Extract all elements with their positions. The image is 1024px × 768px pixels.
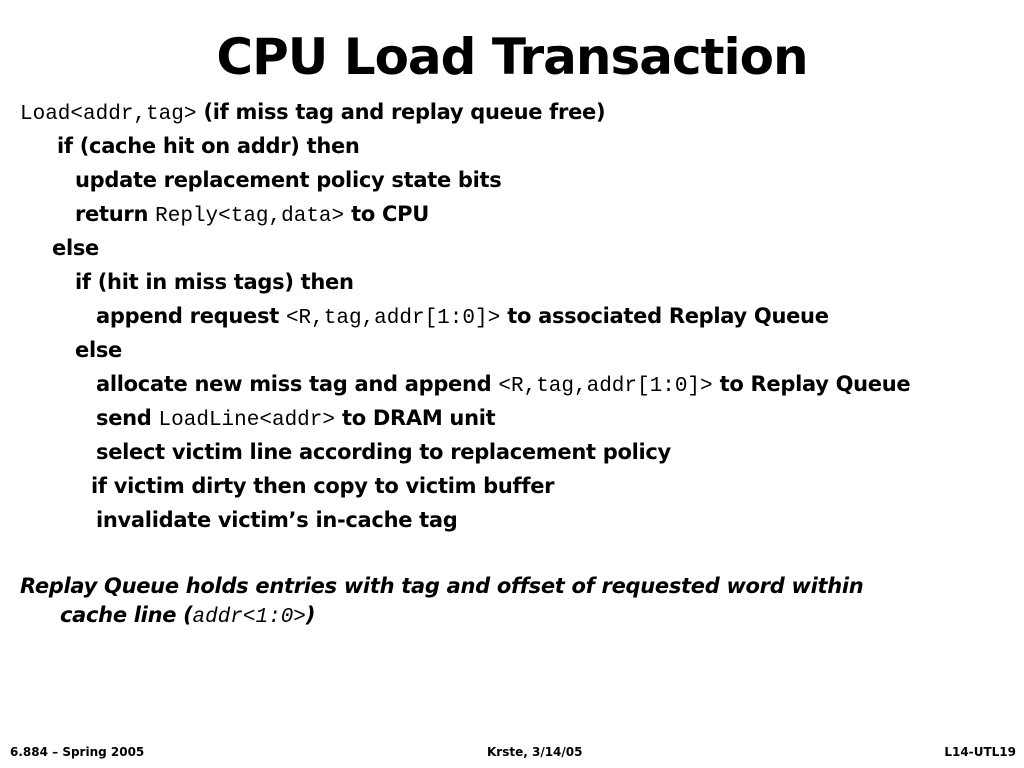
code-line-8 [75,336,122,364]
code-token: <R,tag,addr[1:0]> [285,307,501,330]
code-line-4 [75,200,429,231]
code-line-12 [91,472,554,500]
line-text: update replacement policy state bits [75,168,502,192]
code-line-2 [57,132,360,160]
footer-right: L14-UTL19 [944,745,1016,759]
code-line-7 [96,302,829,333]
code-line-6 [75,268,354,296]
footer-center: Krste, 3/14/05 [487,745,583,759]
line-text: select victim line according to replacement policy [96,440,671,464]
line-text: if victim dirty then copy to victim buffer [91,474,555,498]
line-text: invalidate victim’s in-cache tag [96,508,458,532]
code-line-1 [20,98,605,129]
line-text: append request [96,304,286,328]
note-text: cache line ( [60,603,193,627]
line-text: to DRAM unit [334,406,496,430]
note-code-token: addr<1:0> [192,606,306,629]
code-line-9 [96,370,910,401]
line-text: return [75,202,156,226]
code-line-13 [96,506,458,534]
line-text: to Replay Queue [712,372,911,396]
line-text: to associated Replay Queue [500,304,829,328]
line-text: send [96,406,159,430]
note-line-1: Replay Queue holds entries with tag and offset of requested word within [20,574,864,598]
footer-left: 6.884 – Spring 2005 [10,745,145,759]
note-text: ) [305,603,316,627]
line-text: to CPU [344,202,429,226]
code-token: <R,tag,addr[1:0]> [498,375,713,398]
line-text: else [52,236,99,260]
code-line-5 [52,234,99,262]
code-line-11 [96,438,671,466]
line-text: allocate new miss tag and append [96,372,499,396]
code-token: Reply<tag,data> [155,205,345,228]
code-token: LoadLine<addr> [158,409,335,432]
line-text: if (cache hit on addr) then [57,134,360,158]
note-line-2 [60,601,315,632]
slide-title: CPU Load Transaction [216,28,808,86]
line-text: else [75,338,122,362]
line-text: (if miss tag and replay queue free) [196,100,606,124]
code-line-10 [96,404,495,435]
code-line-3 [75,166,501,194]
line-text: if (hit in miss tags) then [75,270,354,294]
code-token: Load<addr,tag> [20,103,197,126]
